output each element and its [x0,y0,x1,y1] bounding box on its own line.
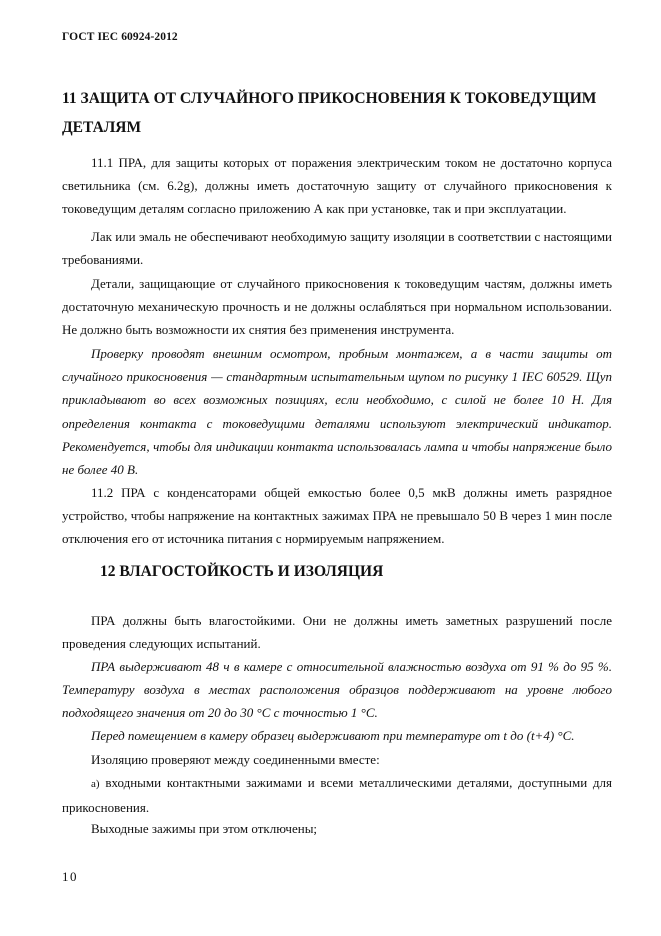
paragraph-11-1: 11.1 ПРА, для защиты которых от поражения электрическим током не достаточно корпуса светильника (см. 6.2g), должны иметь достаточную защиту от случайного прикосновения к токоведущим деталям согласно приложению А как при установке, так и при эксплуатации. [62,155,612,217]
page-number: 10 [62,869,78,884]
list-marker-a: а) [91,778,100,790]
paragraph-moisture-resistant: ПРА должны быть влагостойкими. Они не должны иметь заметных разрушений после проведения следующих испытаний. [62,613,612,652]
paragraph-insulation-check: Изоляцию проверяют между соединенными вместе: [91,752,380,767]
standard-header: ГОСТ IEC 60924-2012 [62,31,178,43]
section-11-title: 11 ЗАЩИТА ОТ СЛУЧАЙНОГО ПРИКОСНОВЕНИЯ К ТОКОВЕДУЩИМ ДЕТАЛЯМ [62,90,597,136]
section-12-title: 12 ВЛАГОСТОЙКОСТЬ И ИЗОЛЯЦИЯ [100,563,384,580]
list-item-a-text: входными контактными зажимами и всеми металлическими деталями, доступными для прикосновения. [62,775,613,816]
paragraph-11-2: 11.2 ПРА с конденсаторами общей емкостью более 0,5 мкВ должны иметь разрядное устройство, чтобы напряжение на контактных зажимах ПРА не превышало 50 В через 1 мин после отключения его от источника питания с нормируемым напряжением. [62,485,612,547]
paragraph-test-procedure: Проверку проводят внешним осмотром, пробным монтажем, а в части защиты от случайного прикосновения — стандартным испытательным щупом по рисунку 1 IEC 60529. Щуп прикладывают во всех возможных позициях, если необходимо, с силой не более 10 Н. Для определения контакта с токоведущими деталями используют электрический индикатор. Рекомендуется, чтобы для индикации контакта использовалась лампа и чтобы напряжение было не более 40 В. [62,346,612,478]
paragraph-protective-parts: Детали, защищающие от случайного прикосновения к токоведущим частям, должны иметь достаточную механическую прочность и не должны ослабляться при нормальном использовании. Не должно быть возможности их снятия без применения инструмента. [62,276,612,338]
paragraph-humidity-test: ПРА выдерживают 48 ч в камере с относительной влажностью воздуха от 91 % до 95 %. Температуру воздуха в местах расположения образцов поддерживают на уровне любого подходящего значения от 20 до 30 °С с точностью 1 °С. [62,659,612,721]
paragraph-varnish: Лак или эмаль не обеспечивают необходимую защиту изоляции в соответствии с настоящими требованиями. [62,229,612,268]
paragraph-preconditioning: Перед помещением в камеру образец выдерживают при температуре от t до (t+4) °С. [91,728,575,743]
list-item-a [62,771,612,819]
paragraph-output-terminals: Выходные зажимы при этом отключены; [91,821,318,836]
